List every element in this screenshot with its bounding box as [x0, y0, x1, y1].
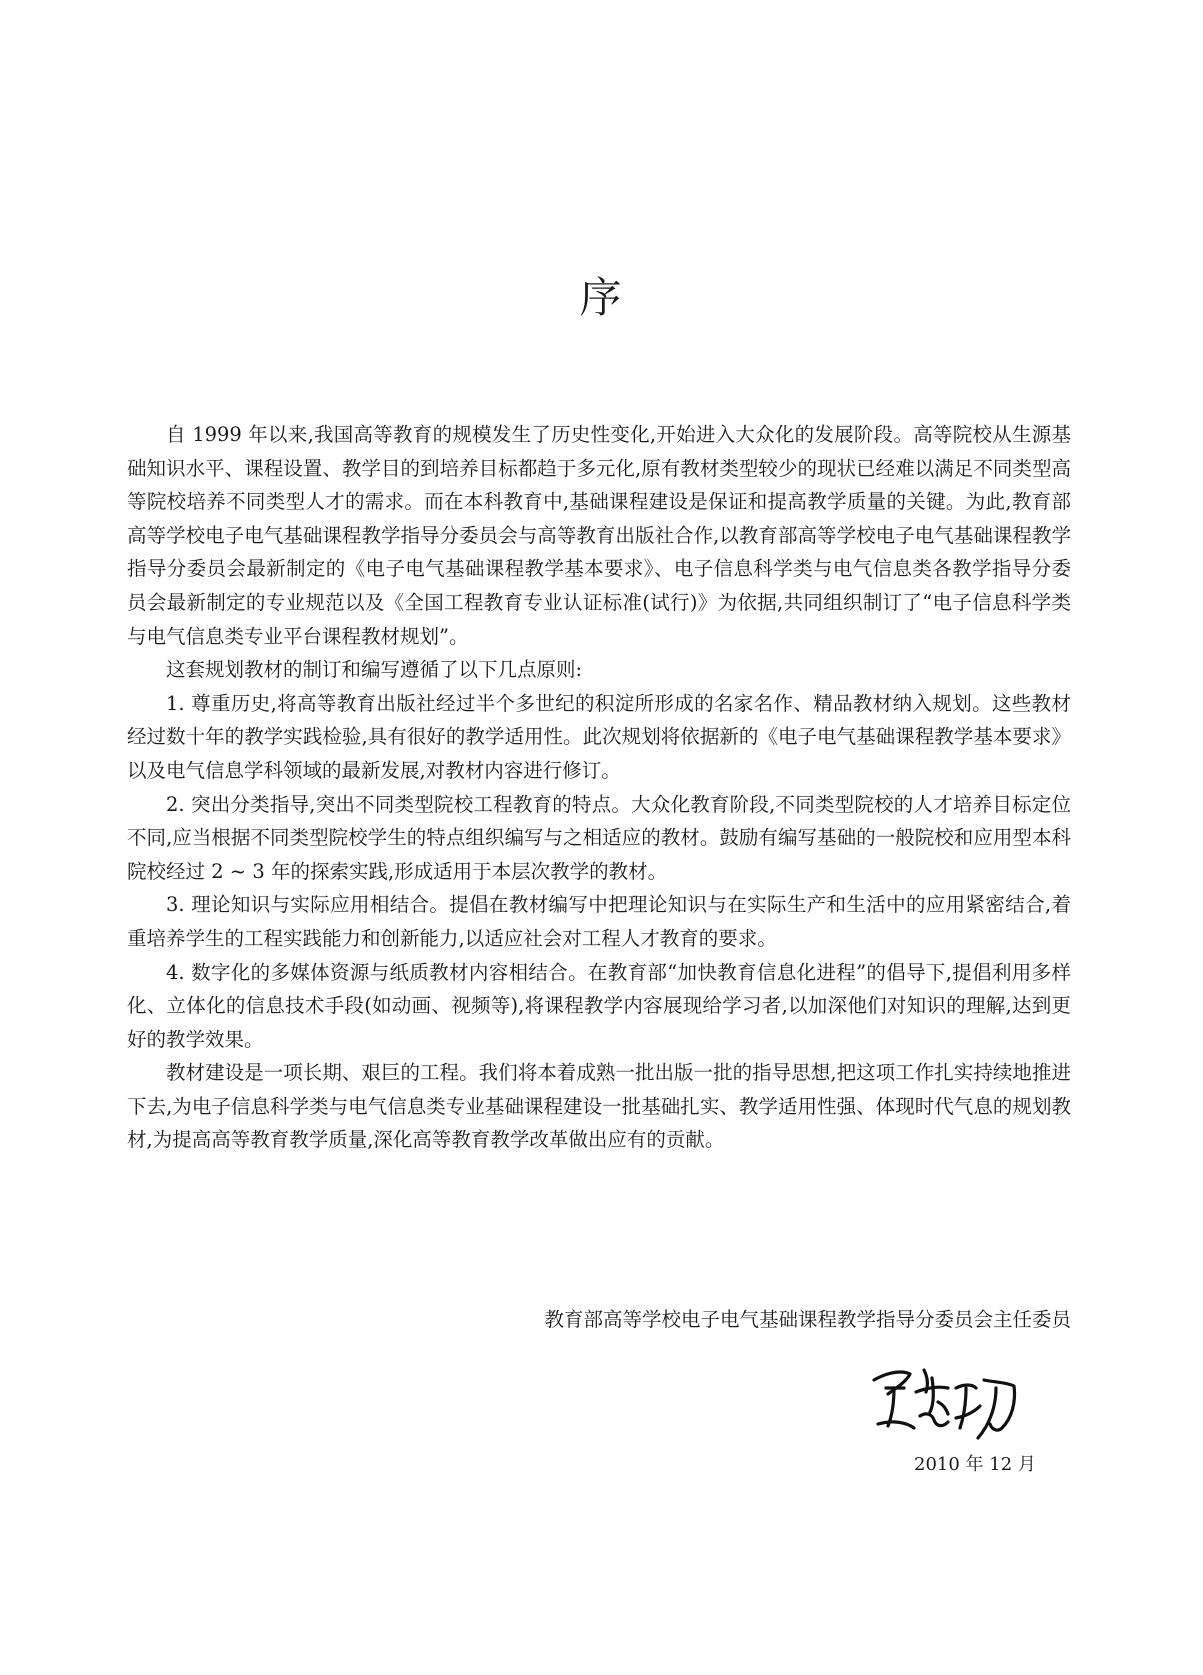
preface-body: [127, 418, 1071, 1157]
handwritten-signature: [866, 1358, 1026, 1450]
paragraph-principle-3: 3. 理论知识与实际应用相结合。提倡在教材编写中把理论知识与在实际生产和生活中的应用紧密结合,着重培养学生的工程实践能力和创新能力,以适应社会对工程人才教育的要求。: [127, 893, 1071, 950]
signoff-title: 教育部高等学校电子电气基础课程教学指导分委员会主任委员: [544, 1308, 1071, 1331]
page-title: 序: [579, 273, 624, 322]
paragraph-intro: 自 1999 年以来,我国高等教育的规模发生了历史性变化,开始进入大众化的发展阶段。高等院校从生源基础知识水平、课程设置、教学目的到培养目标都趋于多元化,原有教材类型较少的现状已经难以满足不同类型高等院校培养不同类型人才的需求。而在本科教育中,基础课程建设是保证和提高教学质量的关键。为此,教育部高等学校电子电气基础课程教学指导分委员会与高等教育出版社合作,以教育部高等学校电子电气基础课程教学指导分委员会最新制定的《电子电气基础课程教学基本要求》、电子信息科学类与电气信息类各教学指导分委员会最新制定的专业规范以及《全国工程教育专业认证标准(试行)》为依据,共同组织制订了“电子信息科学类与电气信息类专业平台课程教材规划”。: [127, 423, 1071, 648]
paragraph-principle-2: 2. 突出分类指导,突出不同类型院校工程教育的特点。大众化教育阶段,不同类型院校的人才培养目标定位不同,应当根据不同类型院校学生的特点组织编写与之相适应的教材。鼓励有编写基础的一般院校和应用型本科院校经过 2 ~ 3 年的探索实践,形成适用于本层次教学的教材。: [127, 792, 1071, 883]
date: 2010 年 12 月: [914, 1454, 1036, 1475]
paragraph-principle-4: 4. 数字化的多媒体资源与纸质教材内容相结合。在教育部“加快教育信息化进程”的倡导下,提倡利用多样化、立体化的信息技术手段(如动画、视频等),将课程教学内容展现给学习者,以加深他们对知识的理解,达到更好的教学效果。: [127, 960, 1071, 1051]
paragraph-conclusion: 教材建设是一项长期、艰巨的工程。我们将本着成熟一批出版一批的指导思想,把这项工作扎实持续地推进下去,为电子信息科学类与电气信息类专业基础课程建设一批基础扎实、教学适用性强、体现时代气息的规划教材,为提高高等教育教学质量,深化高等教育教学改革做出应有的贡献。: [127, 1061, 1071, 1152]
paragraph-principle-1: 1. 尊重历史,将高等教育出版社经过半个多世纪的积淀所形成的名家名作、精品教材纳入规划。这些教材经过数十年的教学实践检验,具有很好的教学适用性。此次规划将依据新的《电子电气基础课程教学基本要求》以及电气信息学科领域的最新发展,对教材内容进行修订。: [127, 691, 1071, 782]
paragraph-principles-intro: 这套规划教材的制订和编写遵循了以下几点原则:: [166, 658, 583, 682]
